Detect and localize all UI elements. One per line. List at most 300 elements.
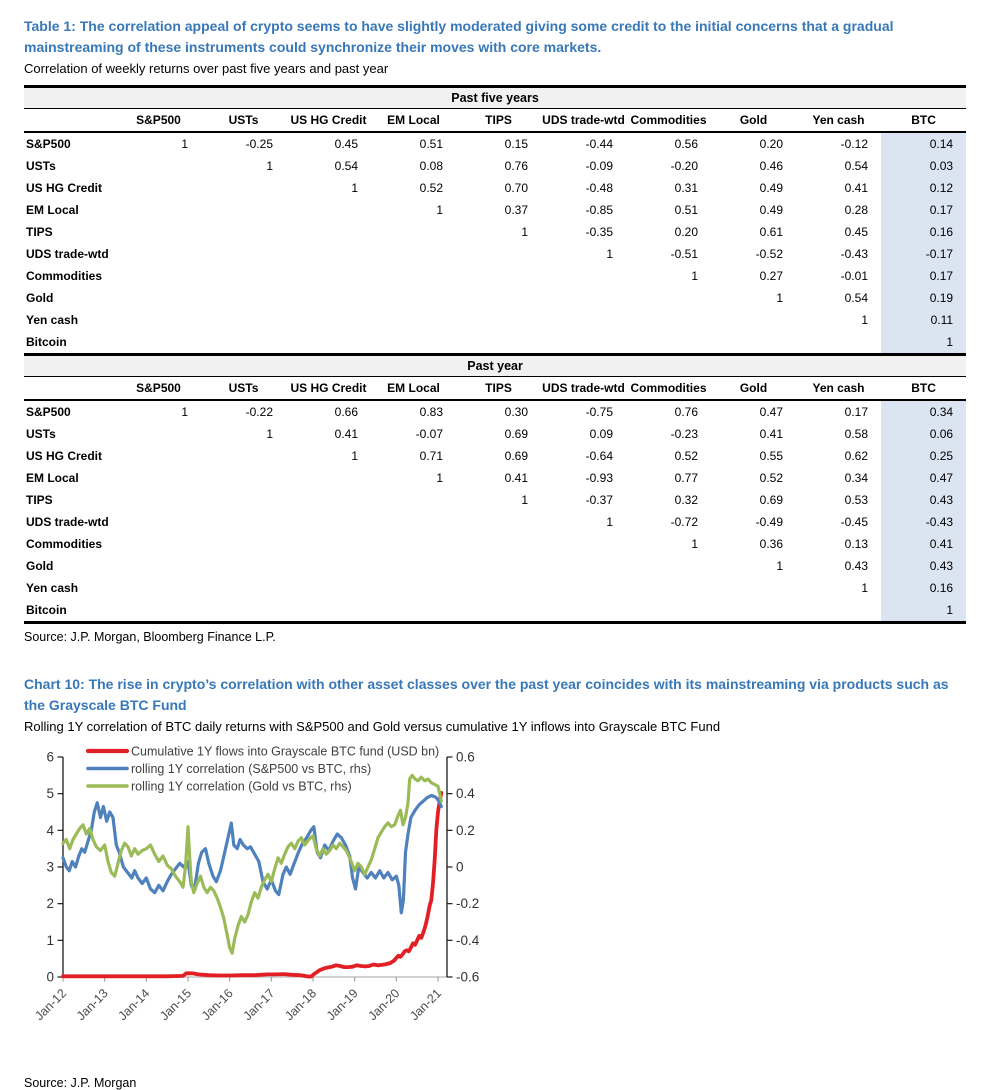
correlation-value: -0.07 bbox=[415, 427, 443, 441]
correlation-value bbox=[456, 511, 541, 533]
column-header: Commodities bbox=[626, 109, 711, 133]
correlation-value bbox=[626, 599, 711, 623]
correlation-value bbox=[116, 511, 201, 533]
row-label: Commodities bbox=[26, 269, 103, 283]
section-band-row bbox=[24, 87, 966, 109]
correlation-value: 0.17 bbox=[844, 405, 868, 419]
correlation-value bbox=[116, 467, 201, 489]
correlation-value bbox=[116, 533, 201, 555]
correlation-value bbox=[201, 467, 286, 489]
correlation-value bbox=[711, 599, 796, 623]
correlation-value: 0.52 bbox=[419, 181, 443, 195]
flows-line bbox=[63, 793, 441, 977]
correlation-value: 1 bbox=[861, 581, 868, 595]
correlation-value: 0.76 bbox=[504, 159, 528, 173]
row-label: TIPS bbox=[26, 493, 53, 507]
correlation-value bbox=[371, 555, 456, 577]
row-label: S&P500 bbox=[26, 405, 71, 419]
correlation-value bbox=[286, 287, 371, 309]
correlation-value: -0.09 bbox=[585, 159, 613, 173]
correlation-value: 0.13 bbox=[844, 537, 868, 551]
correlation-value bbox=[371, 265, 456, 287]
left-axis-tick-label: 1 bbox=[46, 932, 54, 948]
correlation-value: 0.47 bbox=[759, 405, 783, 419]
correlation-value: 0.17 bbox=[881, 265, 966, 287]
correlation-value bbox=[456, 599, 541, 623]
correlation-value: 1 bbox=[606, 247, 613, 261]
correlation-value bbox=[541, 599, 626, 623]
correlation-value: 0.41 bbox=[759, 427, 783, 441]
correlation-value bbox=[201, 199, 286, 221]
correlation-value bbox=[286, 467, 371, 489]
left-axis-tick-label: 2 bbox=[46, 896, 54, 912]
correlation-value: 1 bbox=[881, 331, 966, 355]
column-header: TIPS bbox=[456, 377, 541, 401]
left-axis-tick-label: 0 bbox=[46, 969, 54, 985]
correlation-value bbox=[116, 177, 201, 199]
correlation-value bbox=[116, 309, 201, 331]
correlation-value: 0.49 bbox=[759, 181, 783, 195]
correlation-value bbox=[286, 511, 371, 533]
correlation-value bbox=[286, 555, 371, 577]
row-label: TIPS bbox=[26, 225, 53, 239]
correlation-value: -0.85 bbox=[585, 203, 613, 217]
right-axis-tick-label: 0.4 bbox=[456, 786, 475, 802]
correlation-value: 0.25 bbox=[881, 445, 966, 467]
correlation-value bbox=[286, 533, 371, 555]
correlation-value bbox=[201, 489, 286, 511]
column-header: US HG Credit bbox=[286, 109, 371, 133]
chart-wrap bbox=[24, 743, 968, 1050]
corner-cell bbox=[24, 109, 116, 133]
correlation-value: 0.43 bbox=[881, 489, 966, 511]
right-axis-tick-label: 0.2 bbox=[456, 822, 475, 838]
correlation-value bbox=[541, 555, 626, 577]
correlation-value: -0.51 bbox=[670, 247, 698, 261]
correlation-value: 0.28 bbox=[844, 203, 868, 217]
table-row bbox=[24, 555, 966, 577]
correlation-value bbox=[116, 445, 201, 467]
correlation-value bbox=[201, 221, 286, 243]
correlation-value: 0.41 bbox=[334, 427, 358, 441]
correlation-value: 0.69 bbox=[504, 449, 528, 463]
row-label: Yen cash bbox=[26, 313, 79, 327]
correlation-value: -0.12 bbox=[840, 137, 868, 151]
correlation-value bbox=[541, 265, 626, 287]
correlation-value: -0.52 bbox=[755, 247, 783, 261]
correlation-value: -0.22 bbox=[245, 405, 273, 419]
correlation-value bbox=[201, 243, 286, 265]
left-axis-tick-label: 4 bbox=[46, 822, 54, 838]
table-row bbox=[24, 533, 966, 555]
correlation-value: -0.45 bbox=[840, 515, 868, 529]
correlation-value bbox=[116, 221, 201, 243]
correlation-value bbox=[286, 577, 371, 599]
x-axis-tick-label: Jan-12 bbox=[32, 986, 70, 1024]
correlation-value: 0.45 bbox=[334, 137, 358, 151]
correlation-value bbox=[711, 577, 796, 599]
table-source: Source: J.P. Morgan, Bloomberg Finance L.P. bbox=[24, 630, 276, 644]
table-row bbox=[24, 243, 966, 265]
correlation-value bbox=[456, 577, 541, 599]
correlation-value: 0.71 bbox=[419, 449, 443, 463]
column-header: S&P500 bbox=[116, 377, 201, 401]
chart-title: Chart 10: The rise in crypto’s correlation with other asset classes over the past year coincides with its mainstreaming via products such as the Grayscale BTC Fund bbox=[24, 676, 949, 713]
x-axis-tick-label: Jan-17 bbox=[240, 986, 278, 1024]
correlation-value: 0.32 bbox=[674, 493, 698, 507]
correlation-value: 1 bbox=[266, 159, 273, 173]
correlation-value: 0.09 bbox=[589, 427, 613, 441]
correlation-value: 0.17 bbox=[881, 199, 966, 221]
correlation-value: 0.46 bbox=[759, 159, 783, 173]
table-row bbox=[24, 511, 966, 533]
table-row bbox=[24, 331, 966, 355]
column-header: TIPS bbox=[456, 109, 541, 133]
correlation-value: -0.43 bbox=[881, 511, 966, 533]
correlation-value: 0.52 bbox=[759, 471, 783, 485]
correlation-value bbox=[286, 199, 371, 221]
correlation-value bbox=[626, 287, 711, 309]
correlation-value: 0.43 bbox=[881, 555, 966, 577]
table-row bbox=[24, 265, 966, 287]
correlation-value: 0.69 bbox=[504, 427, 528, 441]
row-label: Gold bbox=[26, 559, 54, 573]
table-row bbox=[24, 287, 966, 309]
correlation-value bbox=[456, 265, 541, 287]
correlation-value: 0.41 bbox=[844, 181, 868, 195]
corner-cell bbox=[24, 377, 116, 401]
correlation-value: 1 bbox=[521, 225, 528, 239]
right-axis-tick-label: -0.6 bbox=[456, 969, 480, 985]
correlation-value: -0.64 bbox=[585, 449, 613, 463]
correlation-value: 1 bbox=[691, 537, 698, 551]
row-label: USTs bbox=[26, 159, 56, 173]
correlation-value: 0.54 bbox=[844, 291, 868, 305]
correlation-value bbox=[201, 577, 286, 599]
x-axis-tick-label: Jan-19 bbox=[323, 986, 361, 1024]
correlation-value bbox=[116, 287, 201, 309]
column-header: BTC bbox=[881, 377, 966, 401]
legend-label: Cumulative 1Y flows into Grayscale BTC fund (USD bn) bbox=[131, 744, 440, 759]
table-row bbox=[24, 309, 966, 331]
correlation-value bbox=[116, 555, 201, 577]
correlation-value: -0.01 bbox=[840, 269, 868, 283]
correlation-value: 0.16 bbox=[881, 221, 966, 243]
row-label: US HG Credit bbox=[26, 181, 103, 195]
correlation-value: 0.36 bbox=[759, 537, 783, 551]
column-header: UDS trade-wtd bbox=[541, 377, 626, 401]
correlation-value: -0.20 bbox=[670, 159, 698, 173]
correlation-value bbox=[286, 243, 371, 265]
correlation-table bbox=[24, 85, 966, 624]
column-header: USTs bbox=[201, 109, 286, 133]
correlation-value bbox=[541, 331, 626, 355]
correlation-value bbox=[201, 177, 286, 199]
correlation-value: 1 bbox=[181, 405, 188, 419]
header-row bbox=[24, 109, 966, 133]
correlation-value bbox=[116, 155, 201, 177]
correlation-value bbox=[541, 309, 626, 331]
correlation-value: 1 bbox=[521, 493, 528, 507]
correlation-value: 1 bbox=[776, 559, 783, 573]
right-axis-tick-label: -0.4 bbox=[456, 932, 480, 948]
correlation-value: 1 bbox=[436, 203, 443, 217]
correlation-value: 0.06 bbox=[881, 423, 966, 445]
correlation-value: -0.44 bbox=[585, 137, 613, 151]
legend-label: rolling 1Y correlation (S&P500 vs BTC, rhs) bbox=[131, 762, 372, 776]
correlation-value bbox=[371, 511, 456, 533]
correlation-value: 0.54 bbox=[334, 159, 358, 173]
right-axis-tick-label: 0.6 bbox=[456, 749, 475, 765]
correlation-value bbox=[371, 221, 456, 243]
row-label: Gold bbox=[26, 291, 54, 305]
correlation-value bbox=[541, 577, 626, 599]
correlation-value bbox=[456, 331, 541, 355]
correlation-value: 0.03 bbox=[881, 155, 966, 177]
correlation-value bbox=[626, 555, 711, 577]
row-label: USTs bbox=[26, 427, 56, 441]
correlation-value: 0.58 bbox=[844, 427, 868, 441]
row-label: Bitcoin bbox=[26, 335, 67, 349]
correlation-value: 1 bbox=[881, 599, 966, 623]
section-label: Past year bbox=[24, 355, 966, 377]
correlation-value bbox=[201, 555, 286, 577]
column-header: S&P500 bbox=[116, 109, 201, 133]
row-label: S&P500 bbox=[26, 137, 71, 151]
correlation-value bbox=[371, 577, 456, 599]
correlation-value: 1 bbox=[776, 291, 783, 305]
right-axis-tick-label: 0 bbox=[456, 859, 464, 875]
table-row bbox=[24, 599, 966, 623]
correlation-value bbox=[201, 445, 286, 467]
correlation-value: -0.93 bbox=[585, 471, 613, 485]
correlation-value: 0.54 bbox=[844, 159, 868, 173]
correlation-value bbox=[201, 511, 286, 533]
correlation-value: 0.83 bbox=[419, 405, 443, 419]
correlation-value: 1 bbox=[606, 515, 613, 529]
correlation-value bbox=[371, 533, 456, 555]
correlation-value: -0.17 bbox=[881, 243, 966, 265]
correlation-value bbox=[371, 489, 456, 511]
row-label: US HG Credit bbox=[26, 449, 103, 463]
row-label: UDS trade-wtd bbox=[26, 515, 109, 529]
column-header: Gold bbox=[711, 109, 796, 133]
x-axis-tick-label: Jan-16 bbox=[198, 986, 236, 1024]
correlation-value: 0.53 bbox=[844, 493, 868, 507]
correlation-value bbox=[286, 331, 371, 355]
row-label: Commodities bbox=[26, 537, 103, 551]
correlation-value: 0.14 bbox=[881, 132, 966, 155]
correlation-value: 0.19 bbox=[881, 287, 966, 309]
correlation-value bbox=[371, 287, 456, 309]
row-label: UDS trade-wtd bbox=[26, 247, 109, 261]
table-row bbox=[24, 577, 966, 599]
correlation-value: 0.34 bbox=[844, 471, 868, 485]
correlation-value: 0.43 bbox=[844, 559, 868, 573]
table-row bbox=[24, 221, 966, 243]
right-axis-tick-label: -0.2 bbox=[456, 896, 480, 912]
correlation-value bbox=[456, 287, 541, 309]
correlation-value: 0.66 bbox=[334, 405, 358, 419]
correlation-value: -0.75 bbox=[585, 405, 613, 419]
correlation-value: 0.20 bbox=[674, 225, 698, 239]
correlation-value: 1 bbox=[351, 181, 358, 195]
correlation-value bbox=[456, 309, 541, 331]
correlation-value: -0.23 bbox=[670, 427, 698, 441]
table-row bbox=[24, 467, 966, 489]
correlation-value: 0.08 bbox=[419, 159, 443, 173]
correlation-value: 1 bbox=[351, 449, 358, 463]
correlation-value bbox=[286, 309, 371, 331]
correlation-value bbox=[116, 243, 201, 265]
column-header: USTs bbox=[201, 377, 286, 401]
correlation-value bbox=[201, 265, 286, 287]
correlation-value: 0.15 bbox=[504, 137, 528, 151]
row-label: EM Local bbox=[26, 471, 79, 485]
correlation-value: 0.37 bbox=[504, 203, 528, 217]
correlation-value bbox=[541, 287, 626, 309]
correlation-value: 0.52 bbox=[674, 449, 698, 463]
correlation-value bbox=[796, 599, 881, 623]
correlation-value bbox=[456, 555, 541, 577]
correlation-value bbox=[371, 309, 456, 331]
column-header: EM Local bbox=[371, 377, 456, 401]
correlation-value bbox=[116, 423, 201, 445]
correlation-value: 0.70 bbox=[504, 181, 528, 195]
correlation-value: 0.27 bbox=[759, 269, 783, 283]
correlation-value: 0.62 bbox=[844, 449, 868, 463]
x-axis-tick-label: Jan-15 bbox=[157, 986, 195, 1024]
section-label: Past five years bbox=[24, 87, 966, 109]
x-axis-tick-label: Jan-14 bbox=[115, 986, 153, 1024]
correlation-value: 0.56 bbox=[674, 137, 698, 151]
correlation-value: 0.34 bbox=[881, 400, 966, 423]
correlation-value bbox=[116, 199, 201, 221]
legend-label: rolling 1Y correlation (Gold vs BTC, rhs) bbox=[131, 779, 352, 794]
correlation-value: 0.20 bbox=[759, 137, 783, 151]
gold-corr-line bbox=[63, 775, 441, 953]
correlation-value bbox=[541, 533, 626, 555]
correlation-value: 1 bbox=[436, 471, 443, 485]
correlation-chart bbox=[24, 743, 494, 1045]
column-header: Gold bbox=[711, 377, 796, 401]
correlation-table-body bbox=[24, 87, 966, 623]
correlation-value: 0.51 bbox=[674, 203, 698, 217]
correlation-value bbox=[371, 599, 456, 623]
table-row bbox=[24, 423, 966, 445]
correlation-value: 0.16 bbox=[881, 577, 966, 599]
left-axis-tick-label: 5 bbox=[46, 786, 54, 802]
x-axis-tick-label: Jan-21 bbox=[407, 986, 445, 1024]
correlation-value: 0.51 bbox=[419, 137, 443, 151]
row-label: EM Local bbox=[26, 203, 79, 217]
correlation-value bbox=[286, 489, 371, 511]
correlation-value: 0.45 bbox=[844, 225, 868, 239]
correlation-value bbox=[626, 577, 711, 599]
correlation-value: -0.37 bbox=[585, 493, 613, 507]
correlation-value: 0.31 bbox=[674, 181, 698, 195]
correlation-value: -0.35 bbox=[585, 225, 613, 239]
correlation-value: 0.55 bbox=[759, 449, 783, 463]
table-subtitle: Correlation of weekly returns over past five years and past year bbox=[24, 61, 389, 76]
correlation-value bbox=[116, 489, 201, 511]
column-header: Yen cash bbox=[796, 109, 881, 133]
header-row bbox=[24, 377, 966, 401]
chart-block bbox=[24, 674, 968, 1090]
correlation-value: 0.61 bbox=[759, 225, 783, 239]
table-row bbox=[24, 155, 966, 177]
table-row bbox=[24, 445, 966, 467]
column-header: BTC bbox=[881, 109, 966, 133]
correlation-value: 0.41 bbox=[504, 471, 528, 485]
left-axis-tick-label: 3 bbox=[46, 859, 54, 875]
correlation-value bbox=[201, 599, 286, 623]
correlation-value: 1 bbox=[861, 313, 868, 327]
correlation-value bbox=[116, 331, 201, 355]
table-row bbox=[24, 132, 966, 155]
correlation-value: -0.43 bbox=[840, 247, 868, 261]
chart-subtitle: Rolling 1Y correlation of BTC daily returns with S&P500 and Gold versus cumulative 1Y inflows into Grayscale BTC Fund bbox=[24, 719, 721, 734]
correlation-value bbox=[116, 577, 201, 599]
correlation-value bbox=[456, 533, 541, 555]
table-row bbox=[24, 400, 966, 423]
correlation-value bbox=[286, 265, 371, 287]
correlation-value: 0.47 bbox=[881, 467, 966, 489]
correlation-value bbox=[201, 309, 286, 331]
correlation-value bbox=[116, 265, 201, 287]
correlation-value: 0.77 bbox=[674, 471, 698, 485]
correlation-value: 1 bbox=[266, 427, 273, 441]
x-axis-tick-label: Jan-18 bbox=[282, 986, 320, 1024]
correlation-value: -0.49 bbox=[755, 515, 783, 529]
section-band-row bbox=[24, 355, 966, 377]
x-axis-tick-label: Jan-20 bbox=[365, 986, 403, 1024]
correlation-value: -0.48 bbox=[585, 181, 613, 195]
table-row bbox=[24, 199, 966, 221]
correlation-value: -0.25 bbox=[245, 137, 273, 151]
correlation-value bbox=[626, 309, 711, 331]
row-label: Bitcoin bbox=[26, 603, 67, 617]
correlation-value bbox=[286, 599, 371, 623]
correlation-value: 0.30 bbox=[504, 405, 528, 419]
correlation-value bbox=[711, 331, 796, 355]
correlation-value bbox=[371, 243, 456, 265]
row-label: Yen cash bbox=[26, 581, 79, 595]
correlation-value: 0.11 bbox=[881, 309, 966, 331]
x-axis-tick-label: Jan-13 bbox=[73, 986, 111, 1024]
correlation-value bbox=[286, 221, 371, 243]
correlation-value: 0.69 bbox=[759, 493, 783, 507]
correlation-value bbox=[626, 331, 711, 355]
table-row bbox=[24, 177, 966, 199]
column-header: UDS trade-wtd bbox=[541, 109, 626, 133]
correlation-value bbox=[711, 309, 796, 331]
chart-source: Source: J.P. Morgan bbox=[24, 1076, 137, 1090]
table-row bbox=[24, 489, 966, 511]
left-axis-tick-label: 6 bbox=[46, 749, 54, 765]
table-title: Table 1: The correlation appeal of crypto seems to have slightly moderated giving some credit to the initial concerns that a gradual mainstreaming of these instruments could synchronize their moves with core markets. bbox=[24, 18, 894, 55]
correlation-value: -0.72 bbox=[670, 515, 698, 529]
correlation-value bbox=[116, 599, 201, 623]
correlation-value: 0.49 bbox=[759, 203, 783, 217]
column-header: EM Local bbox=[371, 109, 456, 133]
correlation-value: 1 bbox=[691, 269, 698, 283]
column-header: Yen cash bbox=[796, 377, 881, 401]
correlation-value: 0.12 bbox=[881, 177, 966, 199]
correlation-value bbox=[201, 331, 286, 355]
correlation-value bbox=[796, 331, 881, 355]
correlation-value bbox=[201, 287, 286, 309]
